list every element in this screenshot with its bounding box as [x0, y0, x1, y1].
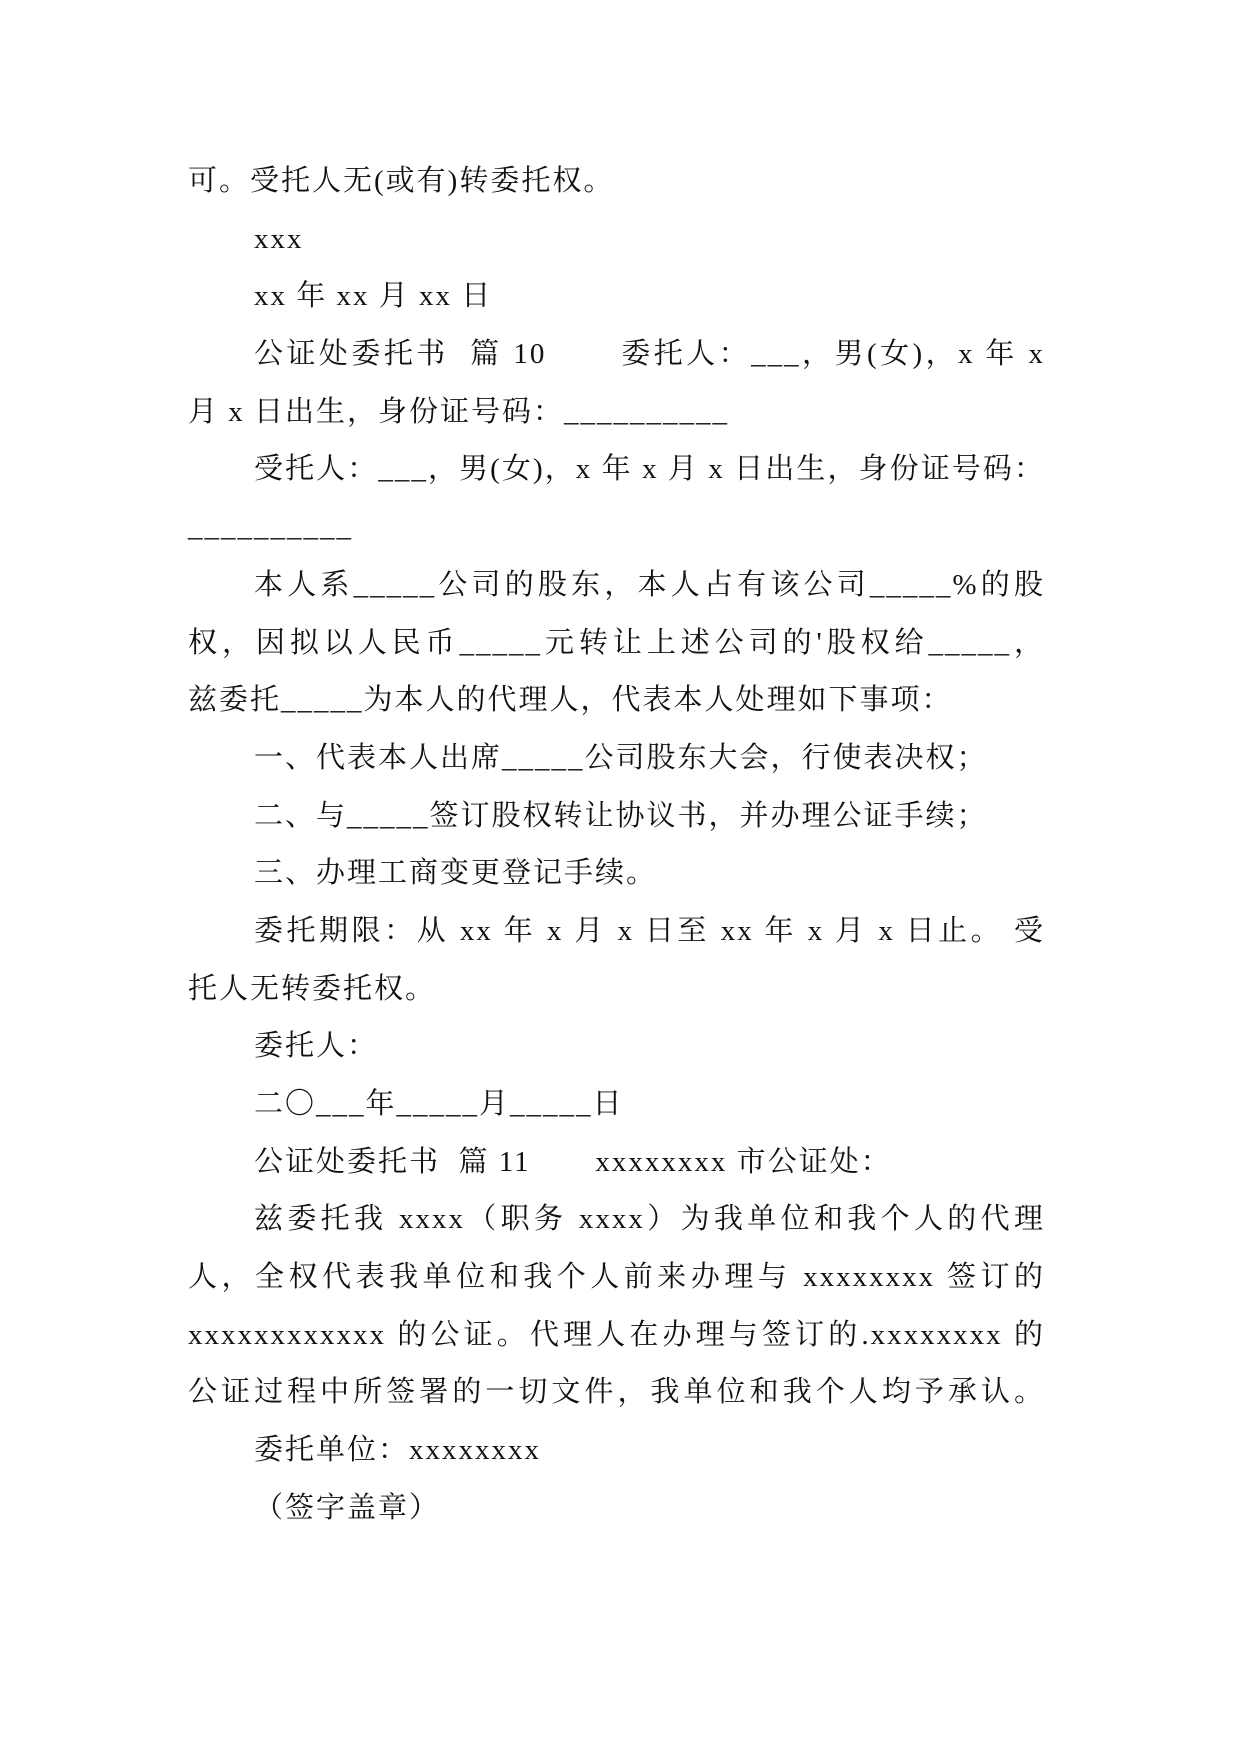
paragraph-line: 委托期限：从 xx 年 x 月 x 日至 xx 年 x 月 x 日止。 受	[254, 914, 1045, 947]
blank-field-line: __________	[188, 511, 353, 544]
section-title-line: 公证处委托书 篇 11 xxxxxxxx 市公证处：	[254, 1145, 892, 1178]
paragraph-line: 可。受托人无(或有)转委托权。	[188, 165, 615, 197]
document-body	[188, 153, 1045, 1538]
seal-note: （签字盖章）	[254, 1491, 441, 1524]
paragraph-line: xxxxxxxxxxxx 的公证。代理人在办理与签订的.xxxxxxxx 的	[188, 1318, 1045, 1351]
section-title-line: 公证处委托书 篇 10 委托人：___，男(女)，x 年 x	[254, 338, 1045, 371]
paragraph-line: 本人系_____公司的股东，本人占有该公司_____%的股	[254, 568, 1045, 601]
list-item: 二、与_____签订股权转让协议书，并办理公证手续；	[254, 799, 988, 832]
date-line: 二〇___年_____月_____日	[254, 1088, 624, 1120]
paragraph-line: 兹委托我 xxxx（职务 xxxx）为我单位和我个人的代理	[254, 1203, 1045, 1236]
date-line: xx 年 xx 月 xx 日	[254, 280, 493, 313]
paragraph-line: 公证过程中所签署的一切文件，我单位和我个人均予承认。	[188, 1376, 1045, 1409]
paragraph-line: 月 x 日出生，身份证号码：__________	[188, 395, 730, 428]
paragraph-line: 兹委托_____为本人的代理人，代表本人处理如下事项：	[188, 684, 953, 717]
paragraph-line: 托人无转委托权。	[188, 972, 437, 1005]
signature-label: 委托单位：xxxxxxxx	[254, 1434, 542, 1467]
principal-name: xxx	[254, 222, 304, 255]
list-item: 一、代表本人出席_____公司股东大会，行使表决权；	[254, 741, 988, 774]
list-item: 三、办理工商变更登记手续。	[254, 857, 658, 890]
paragraph-line: 人，全权代表我单位和我个人前来办理与 xxxxxxxx 签订的	[188, 1261, 1045, 1294]
signature-label: 委托人：	[254, 1030, 379, 1063]
paragraph-line: 受托人：___，男(女)，x 年 x 月 x 日出生，身份证号码：	[254, 453, 1045, 486]
paragraph-line: 权，因拟以人民币_____元转让上述公司的'股权给_____，	[188, 626, 1045, 659]
